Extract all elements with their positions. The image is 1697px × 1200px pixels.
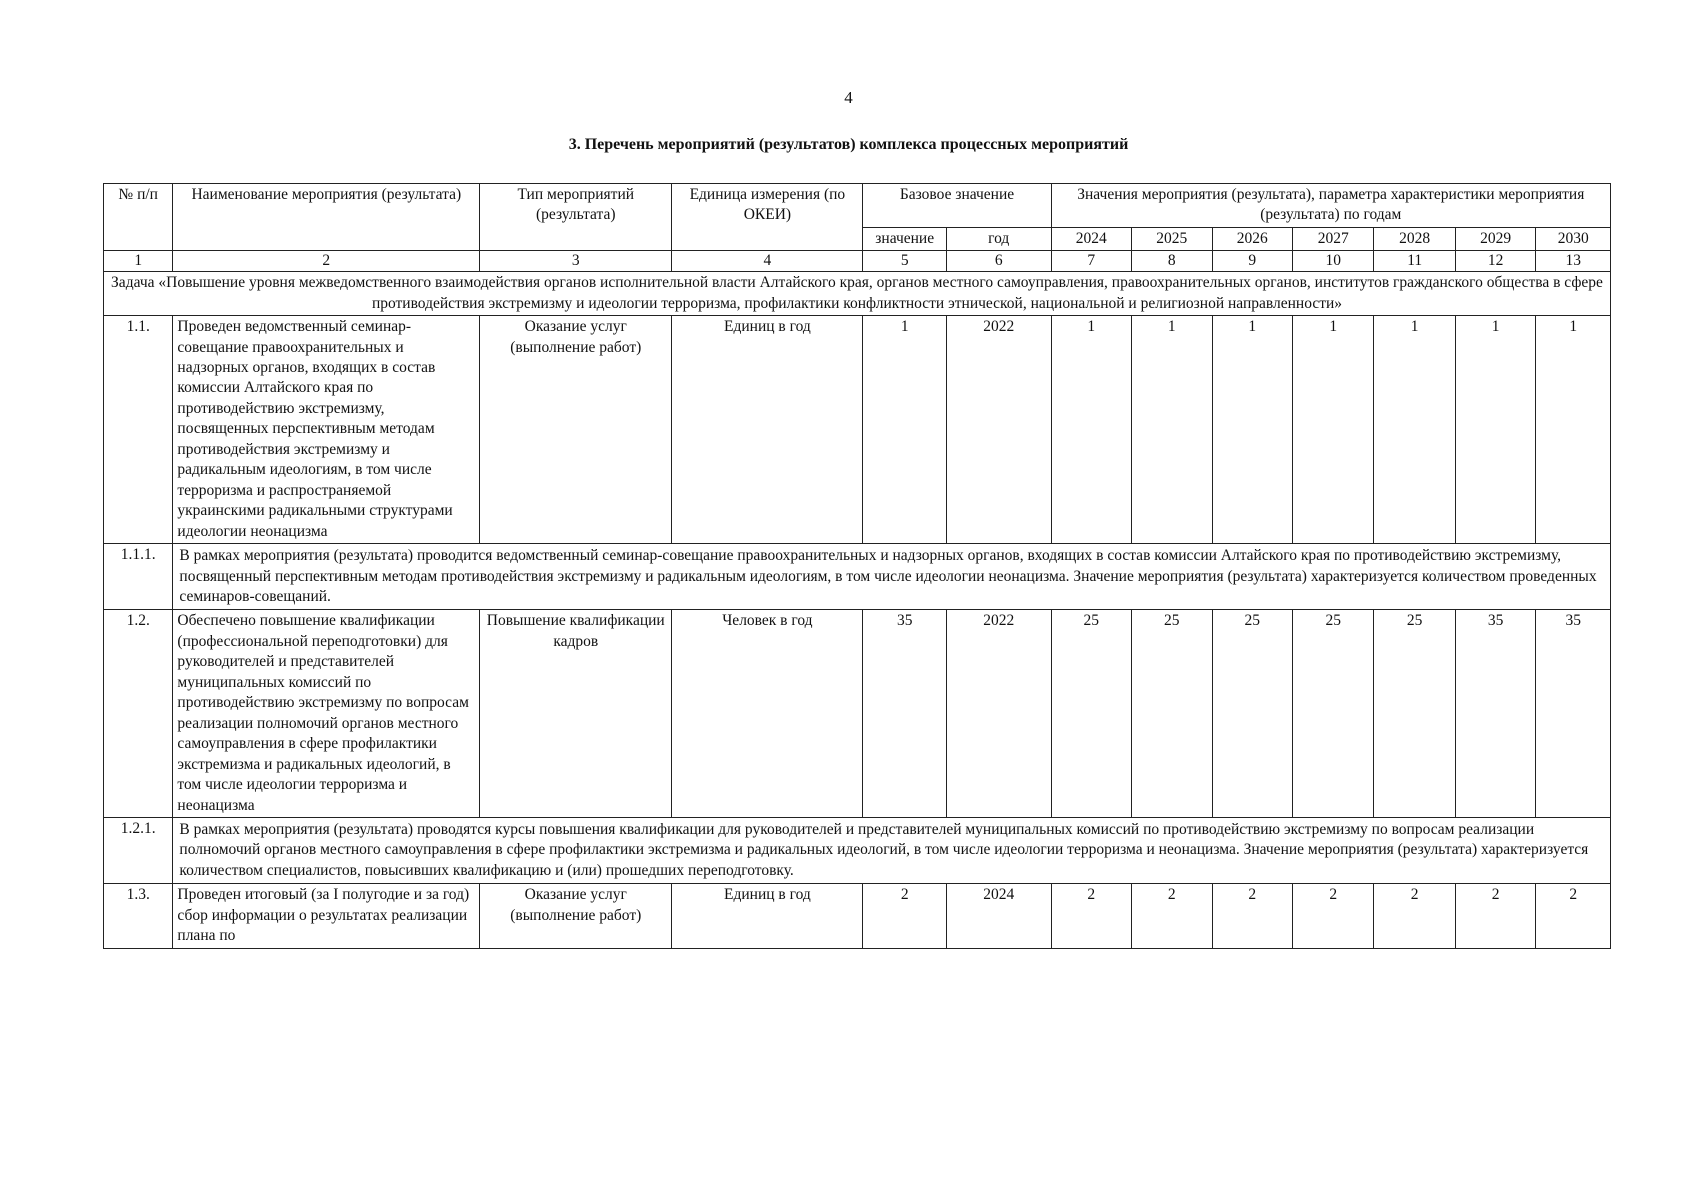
header-row — [104, 184, 1611, 228]
column-number: 11 — [1374, 251, 1455, 272]
row-base-value: 35 — [863, 610, 946, 818]
column-number-row — [104, 251, 1611, 272]
row-value: 1 — [1374, 316, 1455, 544]
row-value: 35 — [1455, 610, 1535, 818]
column-number: 9 — [1212, 251, 1292, 272]
row-unit: Единиц в год — [672, 316, 863, 544]
header-year: 2030 — [1536, 227, 1611, 250]
header-base: Базовое значение — [863, 184, 1051, 228]
description-text: В рамках мероприятия (результата) проводится ведомственный семинар-совещание правоохранительных и надзорных органов, входящих в состав комиссии Алтайского края по противодействию экстремизму, посвященный перспективным методам противодействия экстремизму и радикальным идеологиям, в том числе идеологии неонацизма. Значение мероприятия (результата) характеризуется количеством проведенных семинаров-совещаний. — [173, 544, 1611, 610]
header-year: 2024 — [1051, 227, 1131, 250]
description-row — [104, 544, 1611, 610]
table-row — [104, 610, 1611, 818]
row-type: Повышение квалификации кадров — [480, 610, 672, 818]
column-number: 2 — [173, 251, 480, 272]
description-num: 1.1.1. — [104, 544, 173, 610]
column-number: 8 — [1132, 251, 1212, 272]
column-number: 5 — [863, 251, 946, 272]
row-num: 1.3. — [104, 884, 173, 948]
row-value: 1 — [1051, 316, 1131, 544]
row-value: 25 — [1132, 610, 1212, 818]
row-value: 2 — [1374, 884, 1455, 948]
row-value: 25 — [1212, 610, 1292, 818]
task-text: Задача «Повышение уровня межведомственного взаимодействия органов исполнительной власти Алтайского края, органов местного самоуправления, правоохранительных органов, институтов гражданского общества в сфере противодействия экстремизму и идеологии терроризма, профилактики конфликтности этнической, национальной и религиозной направленности» — [104, 272, 1611, 316]
header-name: Наименование мероприятия (результата) — [173, 184, 480, 251]
row-value: 2 — [1292, 884, 1373, 948]
column-number: 13 — [1536, 251, 1611, 272]
header-year: 2028 — [1374, 227, 1455, 250]
row-value: 25 — [1051, 610, 1131, 818]
row-name: Проведен ведомственный семинар-совещание правоохранительных и надзорных органов, входящих в состав комиссии Алтайского края по противодействию экстремизму, посвященных перспективным методам противодействия экстремизму и радикальным идеологиям, в том числе терроризма и распространяемой украинскими радикальными структурами идеологии неонацизма — [173, 316, 480, 544]
row-value: 2 — [1051, 884, 1131, 948]
page-number: 4 — [844, 88, 853, 107]
header-base-year: год — [946, 227, 1051, 250]
header-year: 2026 — [1212, 227, 1292, 250]
header-year: 2029 — [1455, 227, 1535, 250]
row-value: 1 — [1212, 316, 1292, 544]
description-text: В рамках мероприятия (результата) проводятся курсы повышения квалификации для руководителей и представителей муниципальных комиссий по противодействию экстремизму по вопросам реализации полномочий органов местного самоуправления в сфере профилактики экстремизма и радикальных идеологий, в том числе идеологии терроризма и неонацизма. Значение мероприятия (результата) характеризуется количеством специалистов, повысивших квалификацию и (или) прошедших переподготовку. — [173, 817, 1611, 883]
header-unit: Единица измерения (по ОКЕИ) — [672, 184, 863, 251]
table-row — [104, 884, 1611, 948]
column-number: 6 — [946, 251, 1051, 272]
header-year: 2025 — [1132, 227, 1212, 250]
row-unit: Единиц в год — [672, 884, 863, 948]
column-number: 4 — [672, 251, 863, 272]
row-value: 2 — [1455, 884, 1535, 948]
header-type: Тип мероприятий (результата) — [480, 184, 672, 251]
description-num: 1.2.1. — [104, 817, 173, 883]
header-year: 2027 — [1292, 227, 1373, 250]
row-value: 2 — [1536, 884, 1611, 948]
row-name: Проведен итоговый (за I полугодие и за год) сбор информации о результатах реализации плана по — [173, 884, 480, 948]
activities-table — [103, 183, 1611, 949]
row-type: Оказание услуг (выполнение работ) — [480, 316, 672, 544]
header-num: № п/п — [104, 184, 173, 251]
document-title: 3. Перечень мероприятий (результатов) комплекса процессных мероприятий — [568, 136, 1129, 153]
row-value: 25 — [1374, 610, 1455, 818]
column-number: 7 — [1051, 251, 1131, 272]
row-num: 1.1. — [104, 316, 173, 544]
description-row — [104, 817, 1611, 883]
column-number: 3 — [480, 251, 672, 272]
row-base-year: 2024 — [946, 884, 1051, 948]
row-value: 1 — [1455, 316, 1535, 544]
row-value: 2 — [1132, 884, 1212, 948]
row-value: 1 — [1536, 316, 1611, 544]
row-type: Оказание услуг (выполнение работ) — [480, 884, 672, 948]
row-name: Обеспечено повышение квалификации (профессиональной переподготовки) для руководителей и представителей муниципальных комиссий по противодействию экстремизму по вопросам реализации полномочий органов местного самоуправления в сфере профилактики экстремизма и радикальных идеологий, в том числе идеологии терроризма и неонацизма — [173, 610, 480, 818]
column-number: 12 — [1455, 251, 1535, 272]
header-values: Значения мероприятия (результата), параметра характеристики мероприятия (результата) по годам — [1051, 184, 1610, 228]
column-number: 10 — [1292, 251, 1373, 272]
row-num: 1.2. — [104, 610, 173, 818]
row-unit: Человек в год — [672, 610, 863, 818]
row-value: 35 — [1536, 610, 1611, 818]
row-base-year: 2022 — [946, 610, 1051, 818]
row-base-value: 2 — [863, 884, 946, 948]
column-number: 1 — [104, 251, 173, 272]
row-base-year: 2022 — [946, 316, 1051, 544]
table-row — [104, 316, 1611, 544]
row-value: 25 — [1292, 610, 1373, 818]
row-base-value: 1 — [863, 316, 946, 544]
row-value: 1 — [1292, 316, 1373, 544]
row-value: 2 — [1212, 884, 1292, 948]
header-base-value: значение — [863, 227, 946, 250]
task-row — [104, 272, 1611, 316]
row-value: 1 — [1132, 316, 1212, 544]
